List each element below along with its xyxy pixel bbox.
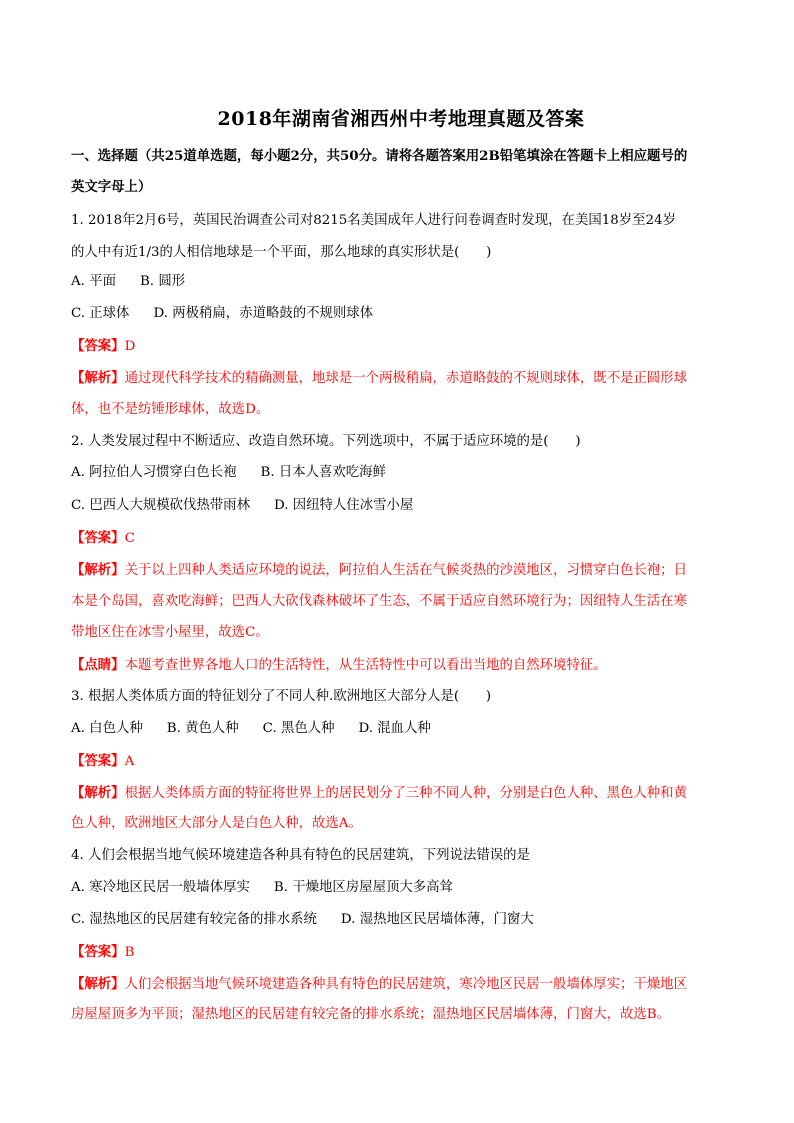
question-2-option-a: A. 阿拉伯人习惯穿白色长袍: [71, 465, 237, 480]
question-1-answer: [71, 336, 135, 357]
question-3-analysis-line-2: 色人种，欧洲地区大部分人是白色人种，故选A。: [71, 816, 362, 831]
question-4-option-d: D. 湿热地区民居墙体薄，门窗大: [340, 912, 534, 927]
question-2-answer: [71, 528, 135, 549]
question-1-option-a: A. 平面: [71, 274, 116, 289]
analysis-label: 【解析】: [71, 785, 125, 801]
question-3-option-b: B. 黄色人种: [166, 721, 239, 736]
answer-value: B: [124, 945, 135, 960]
analysis-text: 关于以上四种人类适应环境的说法，阿拉伯人生活在气候炎热的沙漠地区，习惯穿白色长袍；日: [124, 563, 687, 578]
answer-label: 【答案】: [71, 338, 125, 354]
question-3-options: [71, 719, 431, 739]
analysis-text: 根据人类体质方面的特征将世界上的居民划分了三种不同人种，分别是白色人种、黑色人种和黄: [124, 786, 687, 801]
answer-value: D: [124, 339, 136, 354]
answer-label: 【答案】: [71, 753, 125, 769]
question-3-option-c: C. 黑色人种: [262, 721, 335, 736]
question-1-analysis-line-1: [71, 368, 687, 389]
question-1-stem-line-1: 1. 2018年2月6号，英国民治调查公司对8215名美国成年人进行问卷调查时发现，在美国18岁至24岁: [71, 213, 676, 228]
question-4-answer: [71, 942, 134, 963]
question-3-stem: 3. 根据人类体质方面的特征划分了不同人种.欧洲地区大部分人是( ): [71, 689, 492, 704]
question-2-option-d: D. 因纽特人住冰雪小屋: [273, 498, 414, 513]
question-2-stem: 2. 人类发展过程中不断适应、改造自然环境。下列选项中，不属于适应环境的是( ): [71, 434, 581, 449]
question-2-options-cd: [71, 496, 413, 516]
analysis-label: 【解析】: [71, 976, 125, 992]
question-1-option-d: D. 两极稍扁，赤道略鼓的不规则球体: [153, 306, 374, 321]
question-1-option-b: B. 圆形: [139, 274, 186, 289]
analysis-text: 人们会根据当地气候环境建造各种具有特色的民居建筑，寒冷地区民居一般墙体厚实；干燥地区: [124, 977, 687, 992]
question-2-analysis-line-1: [71, 560, 687, 581]
question-1-option-c: C. 正球体: [71, 306, 130, 321]
analysis-text: 通过现代科学技术的精确测量，地球是一个两极稍扁，赤道略鼓的不规则球体，既不是正圆形球: [124, 371, 687, 386]
question-2-analysis-line-2: 本是个岛国，喜欢吃海鲜；巴西人大砍伐森林破坏了生态，不属于适应自然环境行为；因纽特人生活在寒: [71, 594, 687, 609]
question-4-option-b: B. 干燥地区房屋屋顶大多高耸: [273, 880, 453, 895]
question-1-options-ab: [71, 272, 185, 292]
question-1-stem-line-2: 的人中有近1/3的人相信地球是一个平面，那么地球的真实形状是( ): [71, 245, 492, 260]
question-3-option-d: D. 混血人种: [358, 721, 431, 736]
question-4-option-a: A. 寒冷地区民居一般墙体厚实: [71, 880, 250, 895]
question-3-answer: [71, 751, 134, 772]
question-4-analysis-line-2: 房屋屋顶多为平顶；湿热地区的民居建有较完备的排水系统；湿热地区民居墙体薄，门窗大，故选B。: [71, 1007, 671, 1022]
question-1-options-cd: [71, 304, 373, 324]
answer-label: 【答案】: [71, 944, 125, 960]
question-2-review: [71, 655, 607, 676]
question-4-options-cd: [71, 910, 534, 930]
section-heading-line-2: 英文字母上）: [71, 179, 152, 195]
answer-value: A: [124, 754, 135, 769]
review-label: 【点睛】: [71, 657, 125, 673]
analysis-label: 【解析】: [71, 562, 125, 578]
question-2-option-c: C. 巴西人大规模砍伐热带雨林: [71, 498, 250, 513]
answer-value: C: [124, 531, 135, 546]
answer-label: 【答案】: [71, 530, 125, 546]
question-2-option-b: B. 日本人喜欢吃海鲜: [260, 465, 386, 480]
question-3-option-a: A. 白色人种: [71, 721, 143, 736]
question-4-stem: 4. 人们会根据当地气候环境建造各种具有特色的民居建筑，下列说法错误的是: [71, 848, 530, 863]
question-2-analysis-line-3: 带地区住在冰雪小屋里，故选C。: [71, 625, 269, 640]
question-1-analysis-line-2: 体，也不是纺锤形球体，故选D。: [71, 402, 270, 417]
review-text: 本题考查世界各地人口的生活特性，从生活特性中可以看出当地的自然环境特征。: [124, 658, 607, 673]
section-heading-line-1: 一、选择题（共25道单选题，每小题2分，共50分。请将各题答案用2B铅笔填涂在答题卡上相应题号的: [71, 148, 688, 164]
page-title: 2018年湖南省湘西州中考地理真题及答案: [217, 108, 585, 130]
question-4-analysis-line-1: [71, 974, 687, 995]
question-3-analysis-line-1: [71, 783, 687, 804]
question-2-options-ab: [71, 463, 386, 483]
question-4-option-c: C. 湿热地区的民居建有较完备的排水系统: [71, 912, 317, 927]
analysis-label: 【解析】: [71, 370, 125, 386]
question-4-options-ab: [71, 878, 453, 898]
